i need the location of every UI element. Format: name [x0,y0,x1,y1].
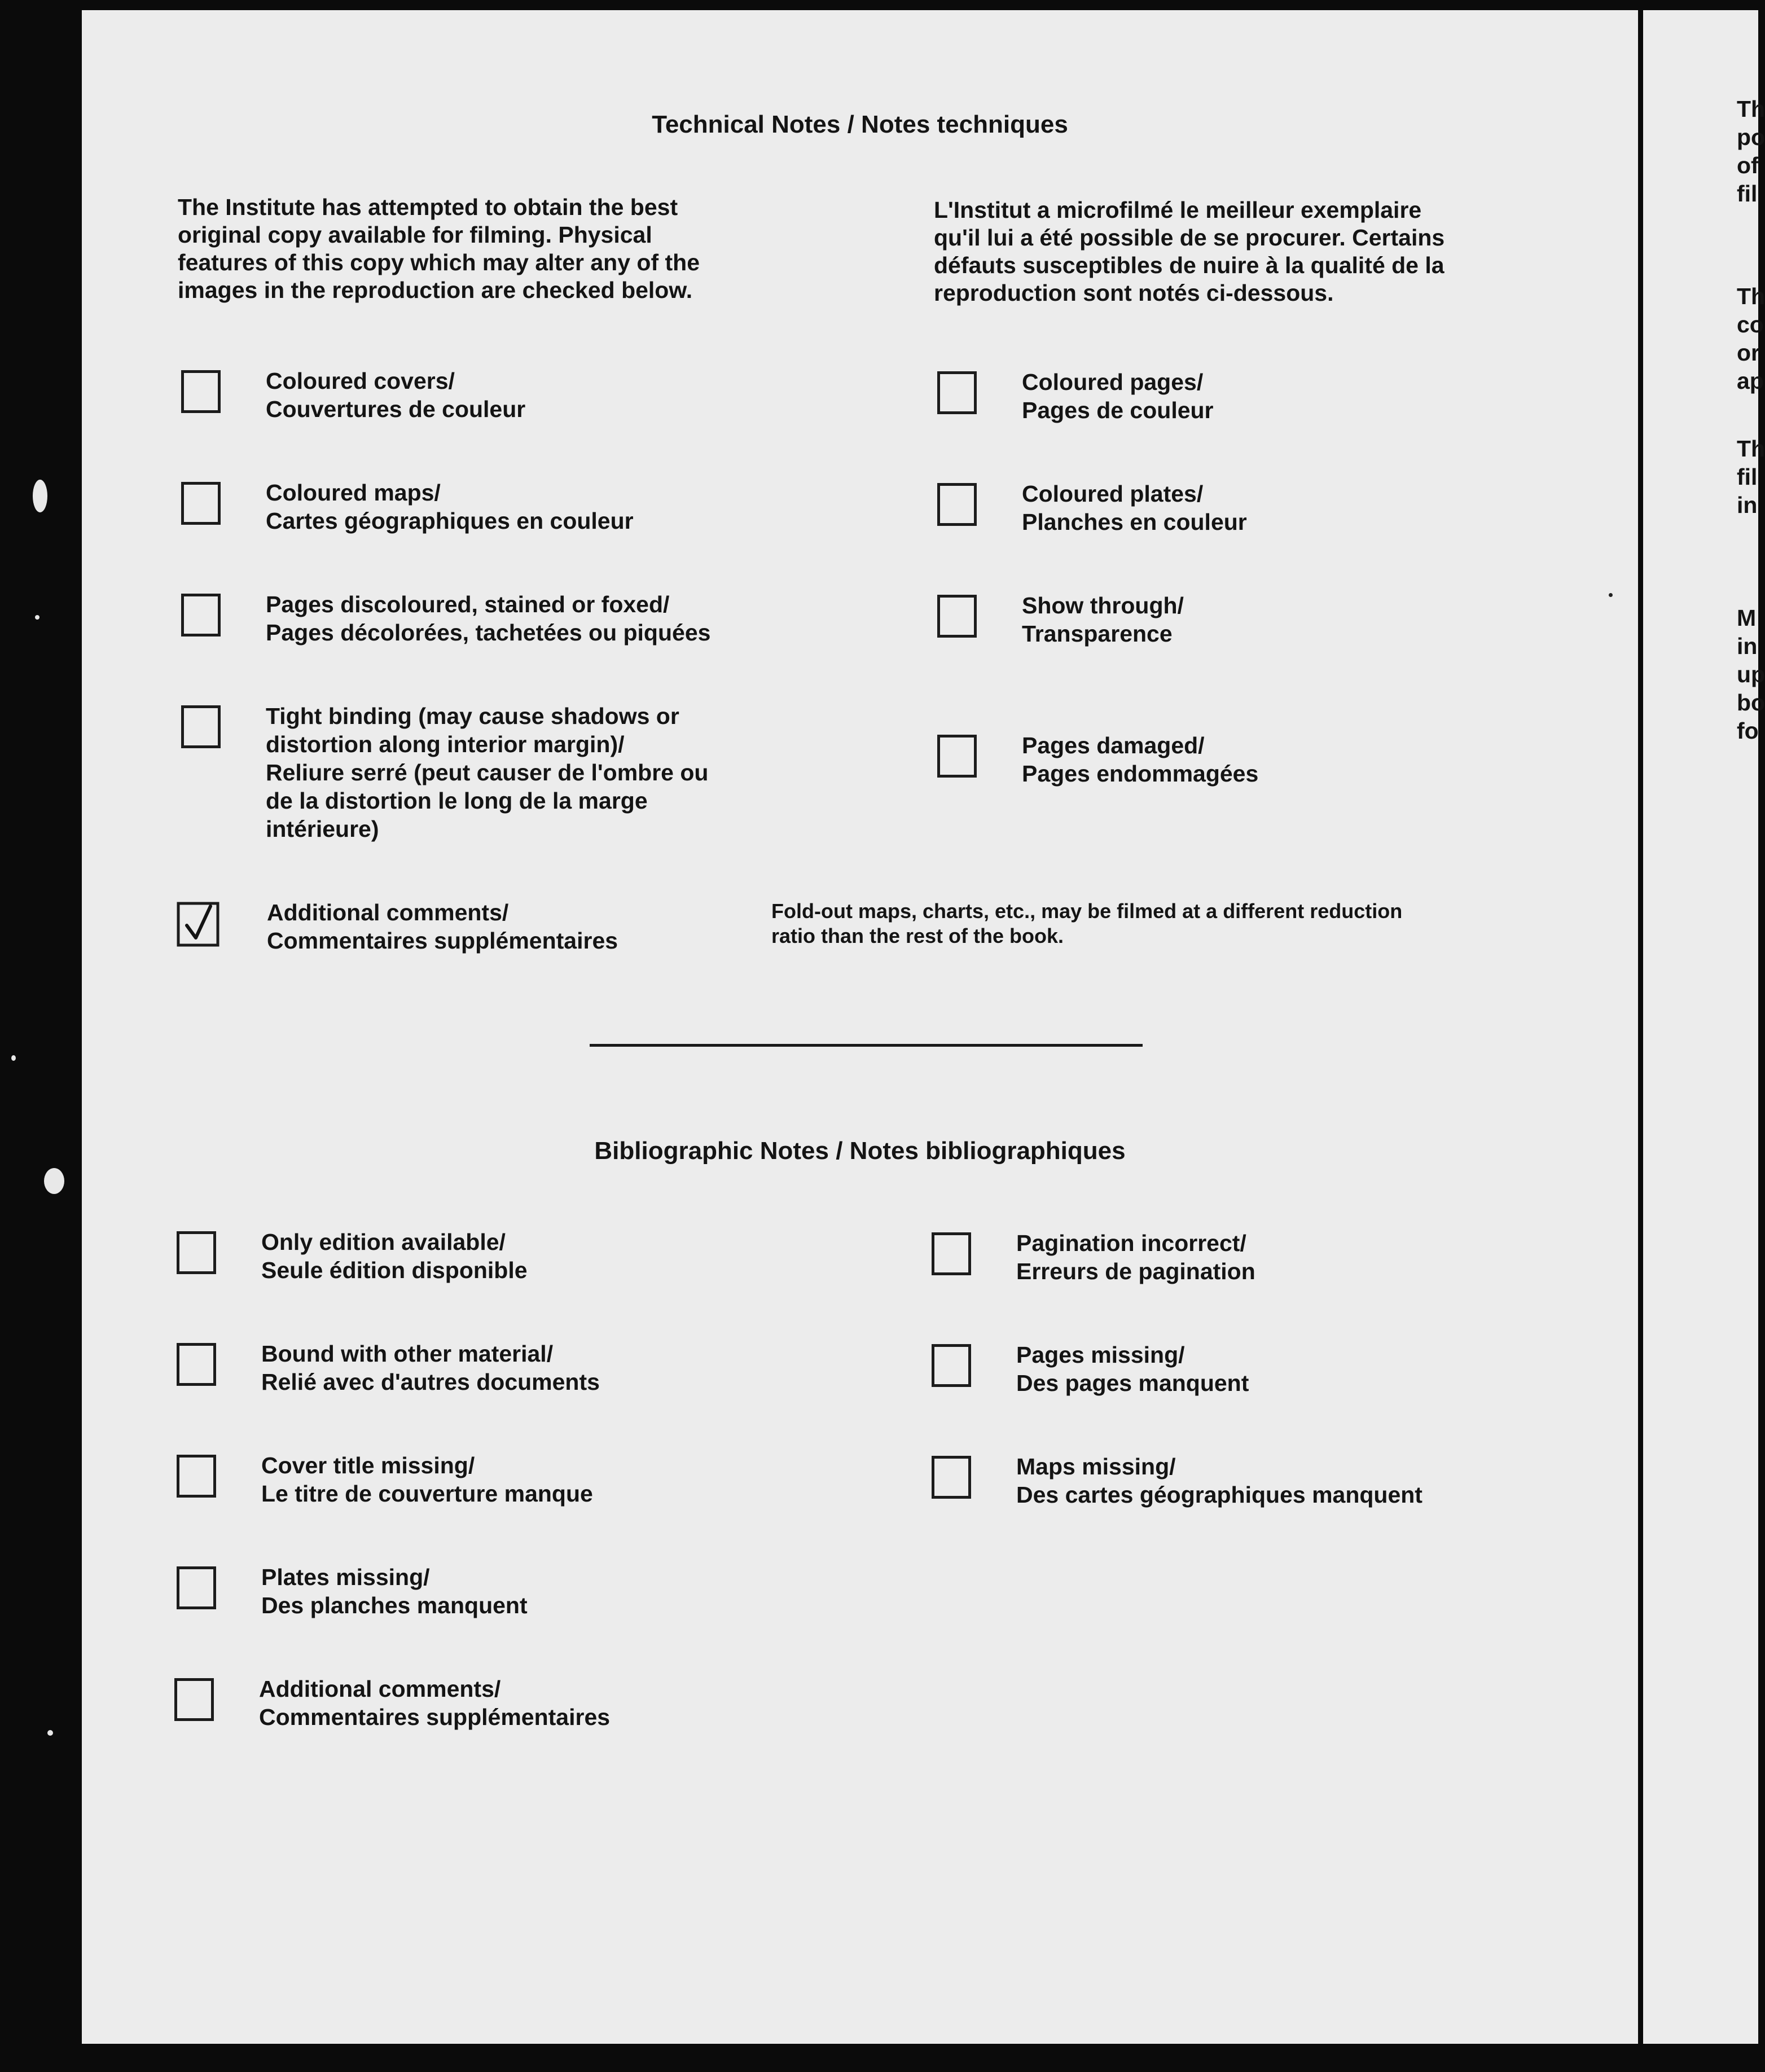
fragment: bo [1737,690,1765,715]
fragment: fo [1737,718,1759,744]
label-line: Commentaires supplémentaires [259,1704,611,1730]
fragment: Th [1737,436,1765,462]
checkbox-label [261,1340,600,1396]
label-line: Transparence [1022,621,1173,647]
label-line: intérieure) [266,816,379,842]
intro-french [934,196,1445,307]
fragment: ap [1737,368,1764,394]
label-line: Erreurs de pagination [1016,1258,1255,1284]
dust-speck [11,1055,16,1061]
fragment: fil [1737,181,1758,207]
dust-speck [1609,593,1613,597]
label-line: Seule édition disponible [261,1257,528,1283]
fragment: of [1737,152,1759,178]
adjacent-page-text-block [1737,434,1765,519]
checkbox-label [261,1563,528,1619]
label-line: Plates missing/ [261,1564,430,1590]
checkbox[interactable] [181,705,221,748]
dust-speck [44,1168,64,1194]
label-line: Pages discoloured, stained or foxed/ [266,591,670,617]
checkbox[interactable] [937,483,977,526]
label-line: Show through/ [1022,592,1184,618]
intro-french-line: défauts susceptibles de nuire à la qualité de la [934,252,1445,278]
checkbox-label [259,1675,610,1731]
intro-english-line: images in the reproduction are checked below. [178,277,693,303]
label-line: Pages de couleur [1022,397,1214,423]
fragment: in [1737,633,1758,659]
checkbox-label [261,1451,593,1508]
label-line: Commentaires supplémentaires [267,928,618,954]
checkbox-label [1022,731,1258,788]
checkbox[interactable] [181,594,221,636]
checkbox-label [261,1228,528,1284]
fragment: up [1737,661,1765,687]
checkbox[interactable] [177,1231,216,1274]
checkbox-label [1022,591,1184,648]
label-line: Couvertures de couleur [266,396,526,422]
checkbox[interactable] [937,735,977,778]
label-line: Bound with other material/ [261,1341,554,1367]
label-line: Coloured plates/ [1022,481,1204,507]
fragment: or [1737,340,1760,366]
dust-speck [47,1730,53,1736]
label-line: Cover title missing/ [261,1452,475,1478]
checkbox-label [267,898,618,955]
bibliographic-notes-heading: Bibliographic Notes / Notes bibliographiques [594,1137,1126,1165]
comment-line: ratio than the rest of the book. [771,924,1064,947]
intro-french-line: qu'il lui a été possible de se procurer. Certains [934,225,1445,251]
fragment: in [1737,492,1758,518]
technical-notes-heading: Technical Notes / Notes techniques [652,111,1068,138]
label-line: Pages endommagées [1022,761,1259,787]
label-line: distortion along interior margin)/ [266,731,625,757]
label-line: Des planches manquent [261,1592,528,1618]
label-line: Pages décolorées, tachetées ou piquées [266,620,711,646]
checkbox-label [1022,480,1247,536]
adjacent-page-text-block [1737,282,1765,395]
label-line: Only edition available/ [261,1229,506,1255]
fragment: po [1737,124,1765,150]
label-line: Coloured maps/ [266,480,441,506]
checkbox[interactable] [937,371,977,414]
label-line: Cartes géographiques en couleur [266,508,634,534]
label-line: Pages missing/ [1016,1342,1185,1368]
label-line: Relié avec d'autres documents [261,1369,600,1395]
checkbox[interactable] [932,1344,971,1387]
label-line: Planches en couleur [1022,509,1247,535]
label-line: Additional comments/ [259,1676,501,1702]
checkbox-label [266,479,634,535]
checkbox[interactable] [177,1343,216,1386]
checkbox[interactable] [932,1232,971,1275]
checkbox[interactable] [181,482,221,525]
comment-line: Fold-out maps, charts, etc., may be filmed at a different reduction [771,899,1403,923]
checkbox-label [266,702,708,843]
fragment: Th [1737,283,1765,309]
label-line: Le titre de couverture manque [261,1481,593,1507]
intro-english [178,194,700,304]
checkbox[interactable] [174,1678,214,1721]
checked-checkbox-icon[interactable] [177,902,219,947]
dust-speck [35,615,39,620]
fragment: M [1737,605,1757,631]
label-line: Maps missing/ [1016,1454,1176,1480]
technical-notes-page [82,10,1638,2044]
label-line: Coloured pages/ [1022,369,1204,395]
fragment: co [1737,311,1764,337]
intro-english-line: features of this copy which may alter any of the [178,249,700,275]
checkbox[interactable] [177,1455,216,1498]
checkbox[interactable] [181,370,221,413]
label-line: Des cartes géographiques manquent [1016,1482,1422,1508]
label-line: de la distortion le long de la marge [266,788,648,814]
intro-english-line: The Institute has attempted to obtain the best [178,194,678,220]
label-line: Coloured covers/ [266,368,455,394]
fragment: Th [1737,96,1765,122]
checkbox-label [1016,1341,1249,1397]
intro-french-line: L'Institut a microfilmé le meilleur exemplaire [934,197,1422,223]
intro-english-line: original copy available for filming. Physical [178,222,652,248]
label-line: Pages damaged/ [1022,732,1205,758]
checkbox-label [1022,368,1214,424]
dust-speck [33,480,47,512]
label-line: Tight binding (may cause shadows or [266,703,679,729]
checkbox[interactable] [177,1566,216,1609]
section-divider [590,1044,1143,1047]
fragment: fil [1737,464,1758,490]
checkbox-label [266,367,525,423]
additional-comment-text [771,899,1402,949]
checkbox-label [1016,1452,1422,1509]
checkbox-label [1016,1229,1255,1285]
intro-french-line: reproduction sont notés ci-dessous. [934,280,1334,306]
checkbox[interactable] [937,595,977,638]
label-line: Additional comments/ [267,899,509,925]
label-line: Pagination incorrect/ [1016,1230,1246,1256]
label-line: Reliure serré (peut causer de l'ombre ou [266,760,709,785]
label-line: Des pages manquent [1016,1370,1249,1396]
adjacent-page-text-block [1737,95,1765,208]
checkbox-label [266,590,710,647]
checkbox[interactable] [932,1456,971,1499]
adjacent-page-text-block [1737,604,1765,745]
